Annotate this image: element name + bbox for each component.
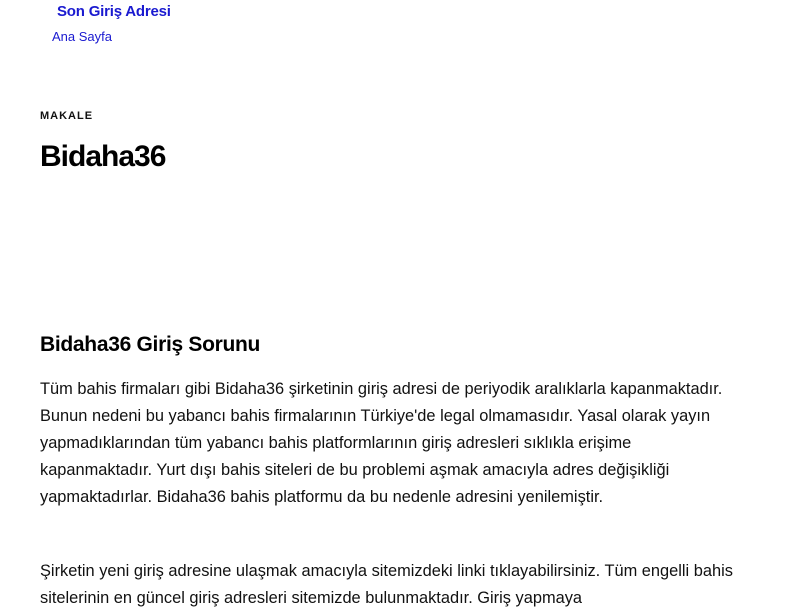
article-category: MAKALE: [40, 110, 94, 122]
site-title-link[interactable]: Son Giriş Adresi: [57, 3, 171, 20]
nav-home-link[interactable]: Ana Sayfa: [52, 29, 112, 44]
page-title: Bidaha36: [40, 140, 166, 173]
section-heading: Bidaha36 Giriş Sorunu: [40, 333, 261, 356]
article-paragraph-2: Şirketin yeni giriş adresine ulaşmak amacıyla sitemizdeki linki tıklayabilirsiniz. Tüm engelli bahis sitelerinin en güncel giriş adresleri sitemizde bulunmaktadır. Giriş yapmaya: [40, 562, 733, 607]
article-paragraph-1: Tüm bahis firmaları gibi Bidaha36 şirketinin giriş adresi de periyodik aralıklarla kapanmaktadır. Bunun nedeni bu yabancı bahis firmalarının Türkiye'de legal olmamasıdır. Yasal olarak yayın yapmadıklarından tüm yabancı bahis platformlarının giriş adresleri sıklıkla erişime kapanmaktadır. Yurt dışı bahis siteleri de bu problemi aşmak amacıyla adres değişikliği yapmaktadırlar. Bidaha36 bahis platformu da bu nedenle adresini yenilemiştir.: [40, 380, 723, 506]
